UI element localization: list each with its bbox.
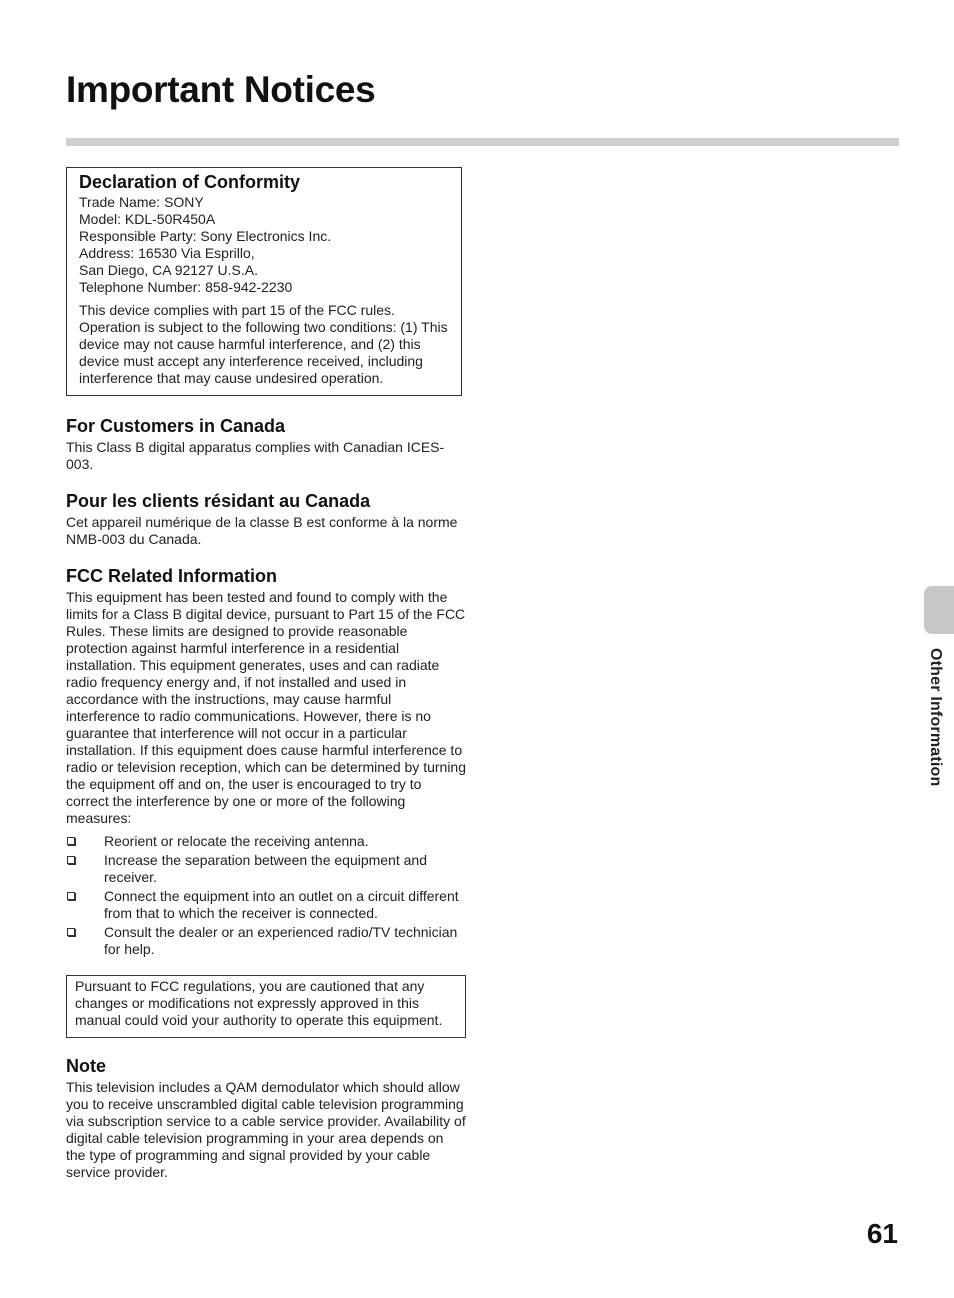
list-item <box>66 833 466 850</box>
declaration-line: San Diego, CA 92127 U.S.A. <box>79 262 258 278</box>
canada-fr-section <box>66 489 466 548</box>
main-column <box>66 167 466 1181</box>
declaration-line: Address: 16530 Via Esprillo, <box>79 245 255 261</box>
fcc-caution-text: Pursuant to FCC regulations, you are cautioned that any changes or modifications not expressly approved in this manual could void your authority to operate this equipment. <box>75 978 443 1028</box>
declaration-line: Trade Name: SONY <box>79 194 204 210</box>
checkbox-bullet-icon <box>67 892 75 900</box>
page-title: Important Notices <box>66 69 376 110</box>
declaration-line: Telephone Number: 858-942-2230 <box>79 279 293 295</box>
measure-text: Connect the equipment into an outlet on a circuit different from that to which the receiver is connected. <box>104 888 459 921</box>
side-tab-label: Other Information <box>927 648 944 787</box>
note-section <box>66 1054 466 1181</box>
title-divider <box>66 138 899 146</box>
canada-section <box>66 414 466 473</box>
fcc-measures-list <box>66 833 466 958</box>
section-tab-marker <box>924 586 954 634</box>
declaration-line: Responsible Party: Sony Electronics Inc. <box>79 228 332 244</box>
list-item <box>66 852 466 886</box>
measure-text: Reorient or relocate the receiving antenna. <box>104 833 369 849</box>
checkbox-bullet-icon <box>67 856 75 864</box>
note-text: This television includes a QAM demodulator which should allow you to receive unscrambled digital cable television programming via subscription service to a cable service provider. Availability of digital cable television programming in your area depends on the type of programming and signal provided by your cable service provider. <box>66 1079 466 1180</box>
canada-heading: For Customers in Canada <box>66 416 286 436</box>
canada-text: This Class B digital apparatus complies with Canadian ICES-003. <box>66 439 445 472</box>
list-item <box>66 924 466 958</box>
list-item <box>66 888 466 922</box>
measure-text: Increase the separation between the equipment and receiver. <box>104 852 428 885</box>
declaration-heading: Declaration of Conformity <box>79 172 301 192</box>
canada-fr-text: Cet appareil numérique de la classe B est conforme à la norme NMB-003 du Canada. <box>66 514 458 547</box>
note-heading: Note <box>66 1056 106 1076</box>
measure-text: Consult the dealer or an experienced radio/TV technician for help. <box>104 924 458 957</box>
declaration-compliance-text: This device complies with part 15 of the FCC rules. Operation is subject to the following two conditions: (1) This device may not cause harmful interference, and (2) this device must accept any interference received, including interference that may cause undesired operation. <box>79 302 448 386</box>
page-number: 61 <box>866 1218 898 1249</box>
declaration-details <box>79 194 449 296</box>
checkbox-bullet-icon <box>67 928 75 936</box>
fcc-section <box>66 564 466 1038</box>
canada-fr-heading: Pour les clients résidant au Canada <box>66 491 371 511</box>
fcc-caution-box <box>66 975 466 1038</box>
declaration-box <box>66 167 462 396</box>
fcc-heading: FCC Related Information <box>66 566 278 586</box>
declaration-line: Model: KDL-50R450A <box>79 211 216 227</box>
checkbox-bullet-icon <box>67 837 75 845</box>
fcc-text: This equipment has been tested and found to comply with the limits for a Class B digital device, pursuant to Part 15 of the FCC Rules. These limits are designed to provide reasonable protection against harmful interference in a residential installation. This equipment generates, uses and can radiate radio frequency energy and, if not installed and used in accordance with the instructions, may cause harmful interference to radio communications. However, there is no guarantee that interference will not occur in a particular installation. If this equipment does cause harmful interference to radio or television reception, which can be determined by turning the equipment off and on, the user is encouraged to try to correct the interference by one or more of the following measures: <box>66 589 467 826</box>
